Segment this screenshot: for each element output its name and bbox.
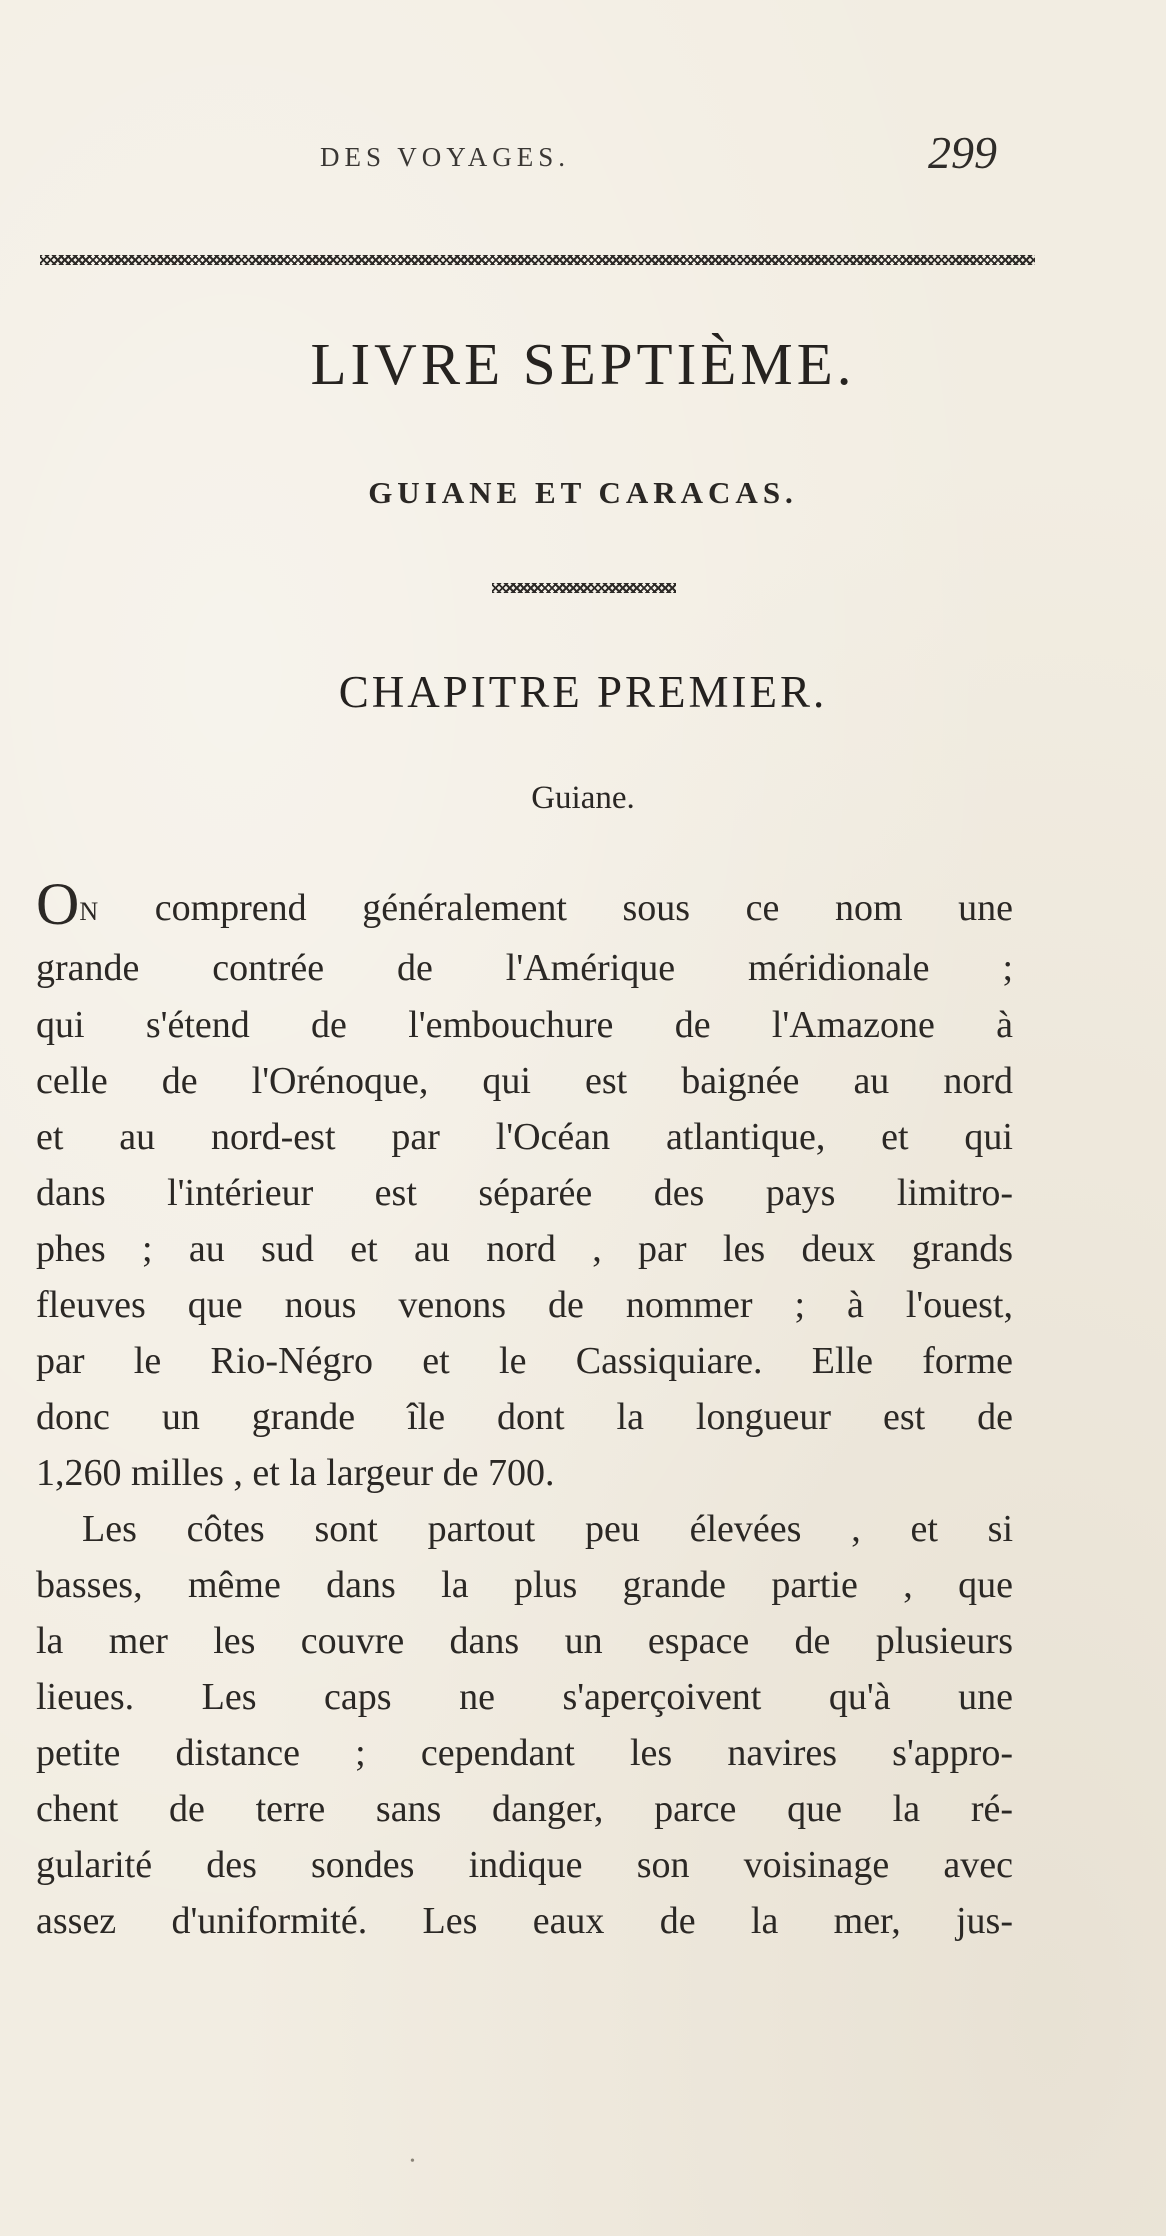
paragraph-1-line: fleuves que nous venons de nommer ; à l'ouest, bbox=[36, 1284, 1013, 1326]
paragraph-2-line: Les côtes sont partout peu élevées , et si bbox=[82, 1508, 1013, 1550]
paragraph-1-line: celle de l'Orénoque, qui est baignée au nord bbox=[36, 1060, 1013, 1102]
paragraph-1-line: grande contrée de l'Amérique méridionale ; bbox=[36, 947, 1013, 989]
paragraph-1-line: donc un grande île dont la longueur est de bbox=[36, 1396, 1013, 1438]
paragraph-1-line: et au nord-est par l'Océan atlantique, et qui bbox=[36, 1116, 1013, 1158]
paragraph-2-line: lieues. Les caps ne s'aperçoivent qu'à une bbox=[36, 1676, 1013, 1718]
book-title: LIVRE SEPTIÈME. bbox=[310, 331, 856, 397]
paragraph-1-line: 1,260 milles , et la largeur de 700. bbox=[36, 1452, 555, 1494]
page-number: 299 bbox=[928, 127, 997, 178]
paragraph-2-line: assez d'uniformité. Les eaux de la mer, jus- bbox=[36, 1900, 1013, 1942]
small-cap: N bbox=[79, 897, 100, 926]
drop-cap: O bbox=[36, 871, 80, 937]
paragraph-2-line: petite distance ; cependant les navires s'appro- bbox=[36, 1732, 1013, 1774]
paragraph-1-line: phes ; au sud et au nord , par les deux grands bbox=[36, 1228, 1013, 1270]
chapter-subtitle: Guiane. bbox=[531, 780, 635, 816]
book-subtitle: GUIANE ET CARACAS. bbox=[368, 475, 798, 510]
ornamental-rule-middle bbox=[492, 583, 676, 593]
paragraph-2-line: la mer les couvre dans un espace de plusieurs bbox=[36, 1620, 1013, 1662]
running-header: DES VOYAGES. bbox=[320, 142, 571, 172]
paragraph-2-line: basses, même dans la plus grande partie , que bbox=[36, 1564, 1013, 1606]
paragraph-1-line: dans l'intérieur est séparée des pays limitro- bbox=[36, 1172, 1013, 1214]
paragraph-2-line: gularité des sondes indique son voisinage avec bbox=[36, 1844, 1013, 1886]
chapter-title: CHAPITRE PREMIER. bbox=[338, 667, 828, 717]
line-text: comprend généralement sous ce nom une bbox=[99, 887, 1013, 929]
paragraph-1-line bbox=[36, 871, 1013, 937]
page-mark: • bbox=[410, 2154, 415, 2169]
ornamental-rule-top bbox=[40, 255, 1035, 265]
paragraph-1-line: par le Rio-Négro et le Cassiquiare. Elle forme bbox=[36, 1340, 1013, 1382]
paragraph-2-line: chent de terre sans danger, parce que la ré- bbox=[36, 1788, 1013, 1830]
paragraph-1-line: qui s'étend de l'embouchure de l'Amazone à bbox=[36, 1004, 1013, 1046]
